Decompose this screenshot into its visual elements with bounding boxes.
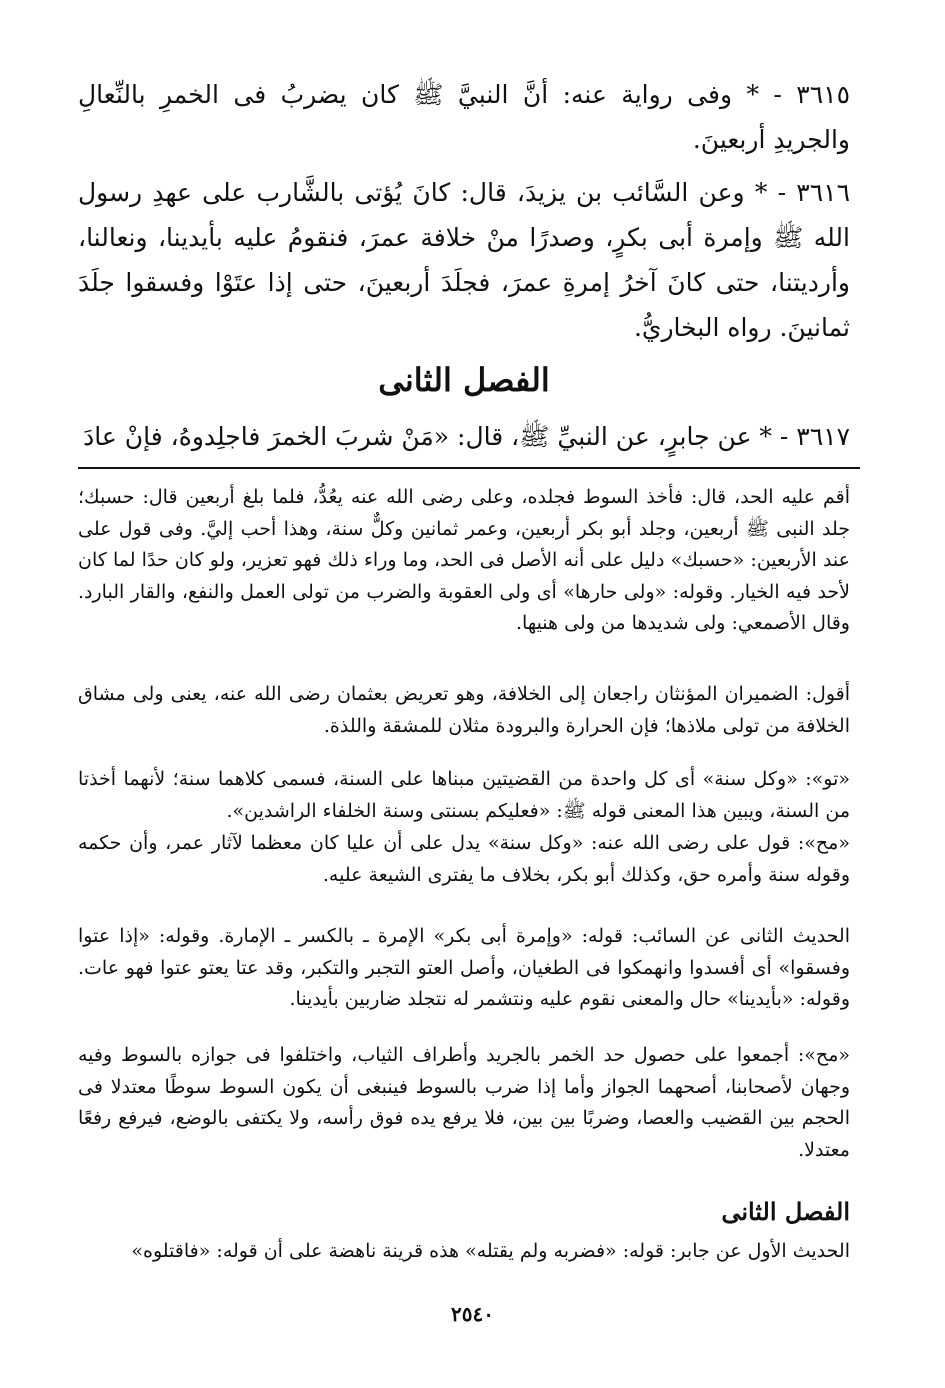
commentary-paragraph-5: الحديث الثانى عن السائب: قوله: «وإمرة أبى بكر» الإمرة ـ بالكسر ـ الإمارة. وقوله: «إذا عتوا وفسقوا» أى أفسدوا وانهمكوا فى الطغيان، وأصل العتو التجبر والتكبر، وقد عتا يعتو عتوا فهو عات. وقوله: «بأيدينا» حال والمعنى نقوم عليه ونتشمر له نتجلد ضاربين بأيدينا. bbox=[78, 925, 850, 1010]
page-number: ٢٥٤٠ bbox=[451, 1302, 494, 1326]
footnote-divider bbox=[78, 467, 860, 469]
commentary-paragraph-3: «تو»: «وكل سنة» أى كل واحدة من القضيتين مبناها على السنة، فسمى كلاهما سنة؛ لأنهما أخذتا من السنة، ويبين هذا المعنى قوله ﷺ: «فعليكم بسنتى وسنة الخلفاء الراشدين». bbox=[78, 768, 850, 822]
hadith-3616: ٣٦١٦ - * وعن السَّائب بن يزيدَ، قال: كانَ يُؤتى بالشَّارب على عهدِ رسول الله ﷺ وإمرة أبى بكرٍ، وصدرًا منْ خلافة عمرَ، فنقومُ عليه بأيدينا، ونعالنا، وأرديتنا، حتى كانَ آخرُ إمرةِ عمرَ، فجلَدَ أربعينَ، حتى إذا عتَوْا وفسقوا جلَدَ ثمانينَ. رواه البخاريُّ. bbox=[78, 178, 850, 342]
commentary-paragraph-6: «مح»: أجمعوا على حصول حد الخمر بالجريد وأطراف الثياب، واختلفوا فى جوازه بالسوط وفيه وجهان لأصحابنا، أصحهما الجواز وأما إذا ضرب بالسوط فينبغى أن يكون السوط سوطًا معتدلا فى الحجم بين القضيب والعصا، وضربًا بين بين، فلا يرفع يده فوق رأسه، ولا يكتفى بالوضع، فيرفع رفعًا معتدلا. bbox=[78, 1044, 850, 1161]
section-heading-main: الفصل الثانى bbox=[378, 361, 550, 399]
commentary-paragraph-1: أقم عليه الحد، قال: فأخذ السوط فجلده، وعلى رضى الله عنه يعُدُّ، فلما بلغ أربعين قال: حسبك؛ جلد النبى ﷺ أربعين، وجلد أبو بكر أربعين، وعمر ثمانين وكلٌّ سنة، وهذا أحب إليَّ. وفى قول على عند الأربعين: «حسبك» دليل على أنه الأصل فى الحد، وما وراء ذلك فهو تعزير، ولو كان حدًا لما كان لأحد فيه الخيار. وقوله: «ولى حارها» أى ولى العقوبة والضرب من تولى العمل والنفع، والقار البارد. وقال الأصمعي: ولى شديدها من ولى هنيها. bbox=[78, 486, 850, 634]
commentary-paragraph-2: أقول: الضميران المؤنثان راجعان إلى الخلافة، وهو تعريض بعثمان رضى الله عنه، يعنى ولى مشاق الخلافة من تولى ملاذها؛ فإن الحرارة والبرودة مثلان للمشقة واللذة. bbox=[78, 683, 850, 737]
hadith-3617: ٣٦١٧ - * عن جابرٍ، عن النبيِّ ﷺ، قال: «مَنْ شربَ الخمرَ فاجلِدوهُ، فإنْ عادَ bbox=[83, 422, 850, 451]
commentary-paragraph-4: «مح»: قول على رضى الله عنه: «وكل سنة» يدل على أن عليا كان معظما لآثار عمر، وأن حكمه وقوله سنة وأمره حق، وكذلك أبو بكر، بخلاف ما يفترى الشيعة عليه. bbox=[78, 832, 850, 886]
commentary-paragraph-7: الحديث الأول عن جابر: قوله: «فضربه ولم يقتله» هذه قرينة ناهضة على أن قوله: «فاقتلوه» bbox=[131, 1240, 850, 1262]
section-heading-commentary: الفصل الثانى bbox=[721, 1197, 850, 1226]
hadith-3615: ٣٦١٥ - * وفى رواية عنه: أنَّ النبيَّ ﷺ كان يضربُ فى الخمرِ بالنِّعالِ والجريدِ أربعينَ. bbox=[78, 80, 850, 154]
